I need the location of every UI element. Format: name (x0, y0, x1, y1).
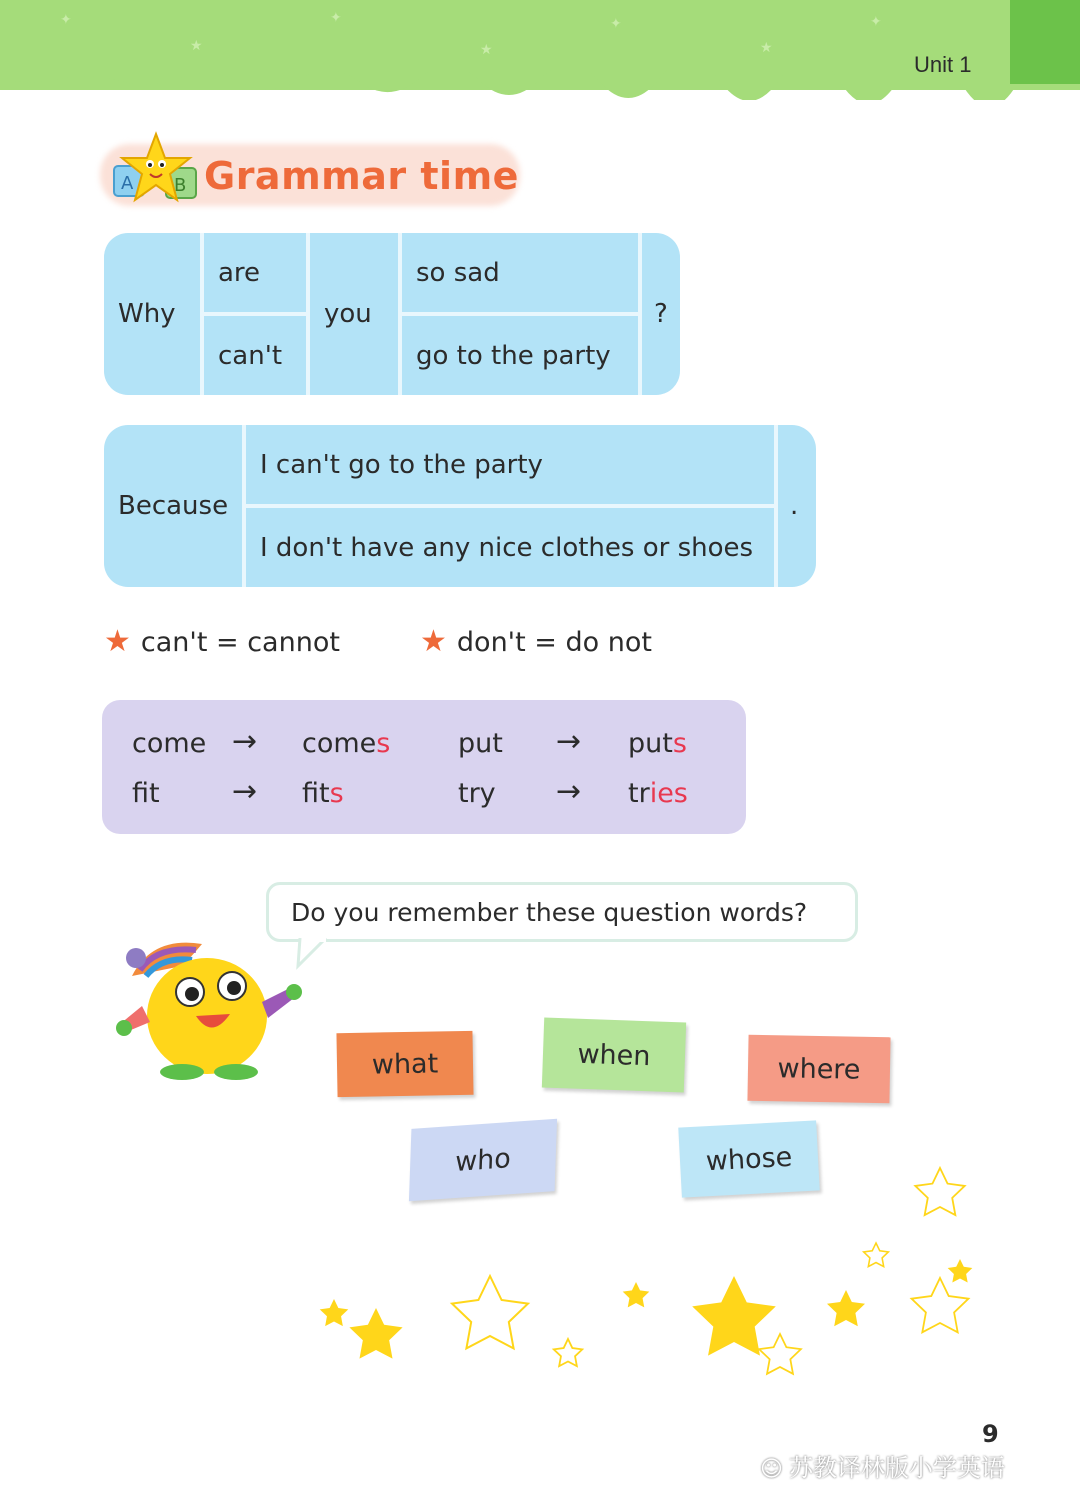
verb-third-person (628, 778, 688, 809)
cell-rest-so-sad: so sad (416, 257, 500, 288)
grammar-table-because (104, 425, 816, 587)
word-card-what (336, 1031, 473, 1097)
word-card-label: whose (705, 1141, 793, 1177)
arrow-icon: → (232, 774, 258, 809)
star-icon (692, 1276, 776, 1356)
verb-suffix: ies (649, 778, 688, 809)
grammar-table-why (104, 233, 680, 395)
word-card-where (747, 1035, 890, 1103)
star-icon (948, 1259, 973, 1283)
note-text: don't = do not (456, 627, 652, 658)
svg-text:A: A (121, 173, 134, 194)
note-cannot (104, 624, 340, 659)
verb-base: try (458, 778, 496, 809)
speech-bubble-tail (296, 938, 336, 970)
star-bullet-icon: ★ (420, 624, 447, 659)
star-mascot-icon (108, 130, 204, 210)
verb-base: fit (132, 778, 160, 809)
star-icon (452, 1276, 528, 1348)
wechat-icon: ☺ (760, 1457, 783, 1482)
note-text: can't = cannot (140, 627, 340, 658)
cell-question-mark: ? (654, 299, 668, 329)
star-icon (759, 1334, 801, 1374)
cell-reason-party: I can't go to the party (260, 449, 543, 480)
cell-because: Because (118, 491, 229, 521)
arrow-icon: → (232, 724, 258, 759)
star-icon (912, 1278, 969, 1332)
banner-star-icon: ✦ (870, 14, 882, 30)
watermark (760, 1448, 1005, 1483)
verb-suffix: s (672, 728, 687, 759)
section-heading (100, 130, 530, 220)
cell-why: Why (118, 299, 176, 329)
verb-stem: put (628, 728, 673, 759)
note-do-not (420, 624, 652, 659)
cell-aux-are: are (218, 257, 261, 288)
word-card-label: when (577, 1038, 651, 1072)
star-icon (623, 1282, 650, 1307)
star-icon (864, 1243, 889, 1267)
verb-third-person (302, 728, 390, 759)
speech-text: Do you remember these question words? (291, 897, 808, 927)
banner-star-icon: ✦ (610, 16, 622, 32)
page-number: 9 (982, 1420, 999, 1448)
star-icon (320, 1299, 349, 1326)
banner-star-icon: ✦ (330, 10, 342, 26)
verb-stem: come (302, 728, 377, 759)
cell-rest-party: go to the party (416, 340, 611, 371)
star-icon (827, 1290, 865, 1326)
banner-star-icon: ✦ (60, 12, 72, 28)
banner-star-icon: ★ (480, 42, 493, 58)
word-card-label: who (454, 1142, 512, 1178)
watermark-text: 苏教译林版小学英语 (788, 1454, 1005, 1482)
verb-forms-box (102, 700, 746, 834)
cell-subject: you (324, 299, 372, 329)
word-card-when (542, 1018, 686, 1093)
verb-base: put (458, 728, 503, 759)
cell-aux-cant: can't (218, 340, 283, 371)
svg-text:B: B (174, 175, 187, 196)
banner-star-icon: ★ (190, 38, 203, 54)
star-icon (349, 1308, 402, 1359)
arrow-icon: → (556, 774, 582, 809)
verb-third-person (628, 728, 687, 759)
verb-third-person (302, 778, 344, 809)
cell-period: . (790, 491, 799, 521)
speech-bubble (266, 882, 858, 942)
star-bullet-icon: ★ (104, 624, 131, 659)
verb-suffix: s (376, 728, 391, 759)
star-icon (554, 1339, 583, 1366)
cell-reason-clothes: I don't have any nice clothes or shoes (260, 532, 754, 563)
star-icon (915, 1168, 964, 1215)
banner-tab (1010, 0, 1080, 84)
verb-base: come (132, 728, 207, 759)
word-card-label: where (777, 1052, 861, 1086)
unit-label: Unit 1 (914, 52, 972, 77)
verb-stem: tr (628, 778, 650, 809)
section-title: Grammar time (204, 154, 519, 198)
verb-stem: fit (302, 778, 330, 809)
word-card-label: what (371, 1047, 439, 1081)
decorative-stars (300, 1160, 1000, 1400)
character-mascot-icon (112, 936, 302, 1086)
banner-star-icon: ★ (760, 40, 773, 56)
arrow-icon: → (556, 724, 582, 759)
verb-suffix: s (329, 778, 344, 809)
